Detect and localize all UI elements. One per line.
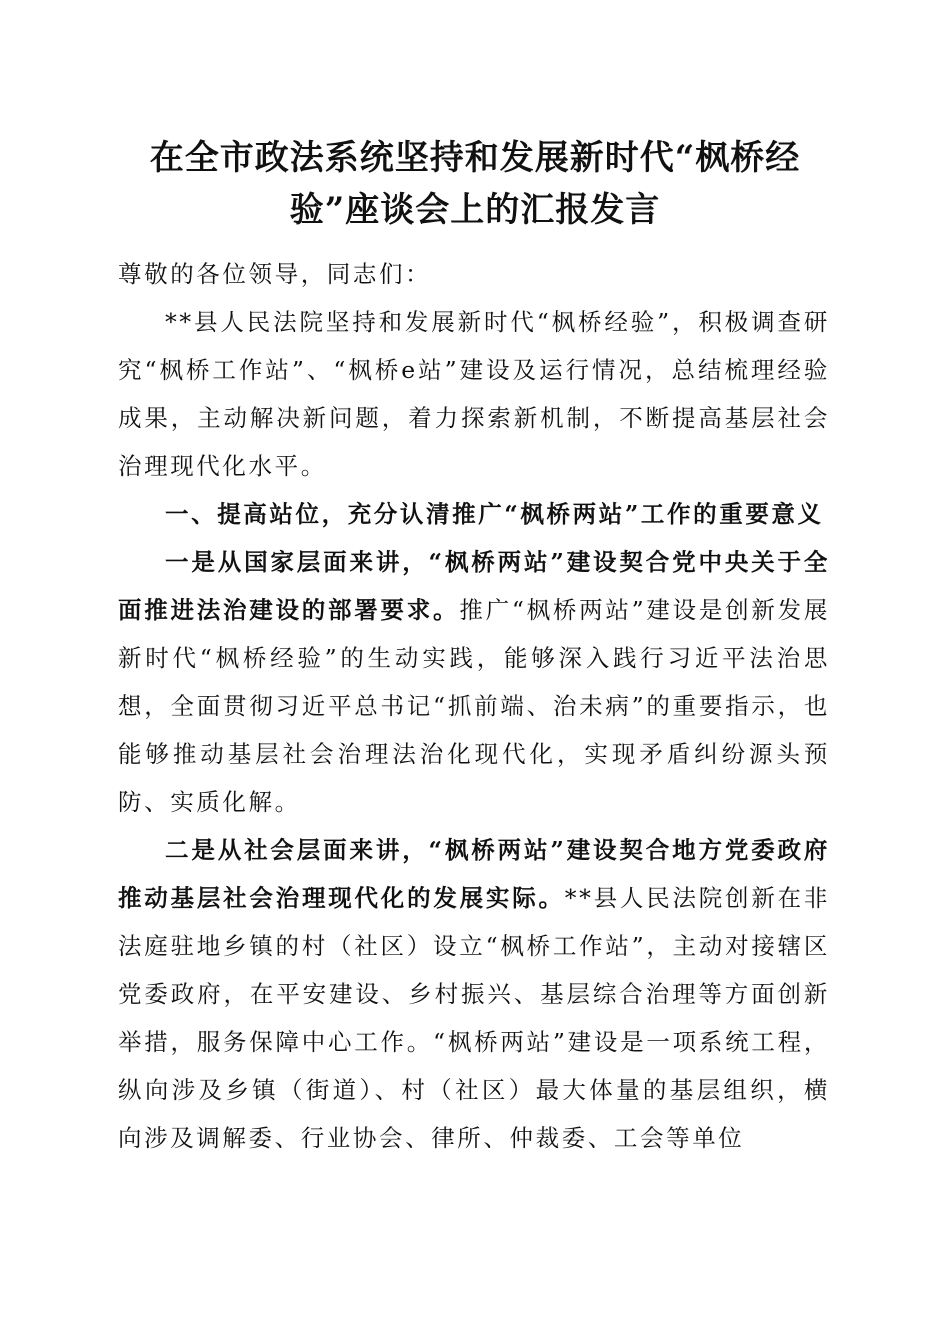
point-2-lead: 二是从社会层面来讲，“枫桥两站”建设契合地方党委政府推动基层社会治理现代化的发展实际。 [118, 836, 830, 912]
section-1-heading: 一、提高站位，充分认清推广“枫桥两站”工作的重要意义 [165, 500, 824, 528]
point-1-body: 推广“枫桥两站”建设是创新发展新时代“枫桥经验”的生动实践，能够深入践行习近平法治思想，全面贯彻习近平总书记“抓前端、治未病”的重要指示，也能够推动基层社会治理法治化现代化，实现矛盾纠纷源头预防、实质化解。 [118, 596, 830, 816]
document-title [100, 132, 850, 236]
point-1-lead: 一是从国家层面来讲，“枫桥两站”建设契合党中央关于全面推进法治建设的部署要求。 [118, 548, 830, 624]
point-1-paragraph [118, 538, 830, 826]
title-line-2: 验”座谈会上的汇报发言 [289, 190, 661, 230]
document-body [118, 250, 830, 1162]
point-2-paragraph [118, 826, 830, 1162]
title-line-1: 在全市政法系统坚持和发展新时代“枫桥经 [149, 138, 801, 178]
salutation: 尊敬的各位领导，同志们： [118, 260, 432, 288]
point-2-body: **县人民法院创新在非法庭驻地乡镇的村（社区）设立“枫桥工作站”，主动对接辖区党委政府，在平安建设、乡村振兴、基层综合治理等方面创新举措，服务保障中心工作。“枫桥两站”建设是一项系统工程，纵向涉及乡镇（街道）、村（社区）最大体量的基层组织，横向涉及调解委、行业协会、律所、仲裁委、工会等单位 [118, 884, 830, 1152]
intro-paragraph: **县人民法院坚持和发展新时代“枫桥经验”，积极调查研究“枫桥工作站”、“枫桥e站”建设及运行情况，总结梳理经验成果，主动解决新问题，着力探索新机制，不断提高基层社会治理现代化水平。 [118, 308, 830, 480]
